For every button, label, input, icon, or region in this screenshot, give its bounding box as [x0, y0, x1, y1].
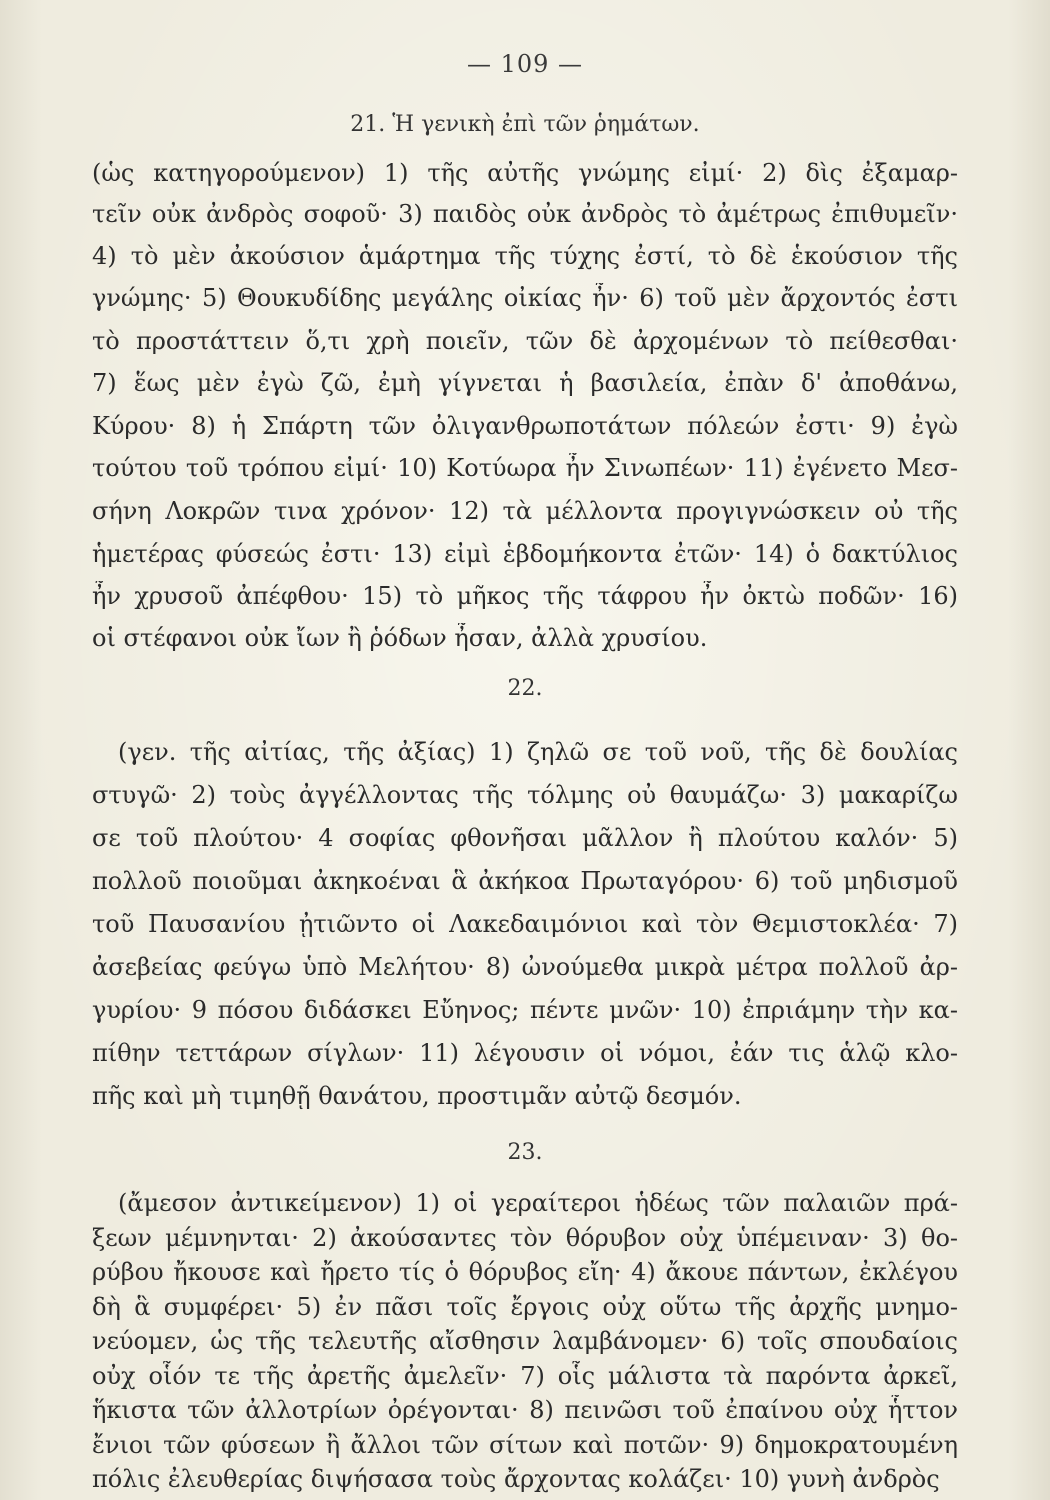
section-22-number: 22. — [507, 676, 543, 701]
text-line: ἥκιστα τῶν ἀλλοτρίων ὀρέγονται· 8) πεινῶσι τοῦ ἐπαίνου οὐχ ἧττον — [92, 1396, 958, 1424]
text-line: οἱ στέφανοι οὐκ ἴων ἢ ῥόδων ἦσαν, ἀλλὰ χρυσίου. — [92, 624, 708, 652]
text-line: νεύομεν, ὡς τῆς τελευτῆς αἴσθησιν λαμβάνομεν· 6) τοῖς σπουδαίοις — [92, 1327, 958, 1355]
text-line: οὐχ οἷόν τε τῆς ἀρετῆς ἀμελεῖν· 7) οἷς μάλιστα τὰ παρόντα ἀρκεῖ, — [92, 1361, 958, 1390]
text-line: σήνη Λοκρῶν τινα χρόνον· 12) τὰ μέλλοντα προγιγνώσκειν οὐ τῆς — [92, 497, 958, 525]
text-line: τοῦ Παυσανίου ᾐτιῶντο οἱ Λακεδαιμόνιοι καὶ τὸν Θεμιστοκλέα· 7) — [92, 910, 958, 938]
text-line: ρύβου ἤκουσε καὶ ἤρετο τίς ὁ θόρυβος εἴη· 4) ἄκουε πάντων, ἐκλέγου — [92, 1258, 958, 1286]
text-line: τούτου τοῦ τρόπου εἰμί· 10) Κοτύωρα ἦν Σινωπέων· 11) ἐγένετο Μεσ- — [92, 454, 958, 482]
text-line: (ἄμεσον ἀντικείμενον) 1) οἱ γεραίτεροι ἡδέως τῶν παλαιῶν πρά- — [118, 1189, 958, 1217]
text-line: στυγῶ· 2) τοὺς ἀγγέλλοντας τῆς τόλμης οὐ θαυμάζω· 3) μακαρίζω — [92, 781, 958, 809]
text-line: ἦν χρυσοῦ ἀπέφθου· 15) τὸ μῆκος τῆς τάφρου ἦν ὀκτὼ ποδῶν· 16) — [92, 582, 958, 610]
text-line: 7) ἕως μὲν ἐγὼ ζῶ, ἐμὴ γίγνεται ἡ βασιλεία, ἐπὰν δ' ἀποθάνω, — [92, 369, 958, 397]
text-line: Κύρου· 8) ἡ Σπάρτη τῶν ὀλιγανθρωποτάτων πόλεών ἐστι· 9) ἐγὼ — [92, 412, 958, 440]
page-number: — 109 — — [466, 50, 584, 78]
text-line: γυρίου· 9 πόσου διδάσκει Εὔηνος; πέντε μνῶν· 10) ἐπριάμην τὴν κα- — [92, 996, 958, 1024]
text-line: πολλοῦ ποιοῦμαι ἀκηκοέναι ἃ ἀκήκοα Πρωταγόρου· 6) τοῦ μηδισμοῦ — [92, 867, 958, 895]
text-line: τεῖν οὐκ ἀνδρὸς σοφοῦ· 3) παιδὸς οὐκ ἀνδρὸς τὸ ἀμέτρως ἐπιθυμεῖν· — [92, 200, 958, 228]
text-line: πῆς καὶ μὴ τιμηθῇ θανάτου, προστιμᾶν αὐτῷ δεσμόν. — [92, 1082, 742, 1110]
text-line: γνώμης· 5) Θουκυδίδης μεγάλης οἰκίας ἦν· 6) τοῦ μὲν ἄρχοντός ἐστι — [92, 284, 958, 312]
text-line: ἔνιοι τῶν φύσεων ἢ ἄλλοι τῶν σίτων καὶ ποτῶν· 9) δημοκρατουμένη — [92, 1430, 958, 1459]
text-line: ἀσεβείας φεύγω ὑπὸ Μελήτου· 8) ὠνούμεθα μικρὰ μέτρα πολλοῦ ἀρ- — [92, 953, 958, 981]
text-line: πίθην τεττάρων σίγλων· 11) λέγουσιν οἱ νόμοι, ἐάν τις ἁλῷ κλο- — [92, 1039, 958, 1067]
text-line: 4) τὸ μὲν ἀκούσιον ἁμάρτημα τῆς τύχης ἐστί, τὸ δὲ ἑκούσιον τῆς — [92, 242, 958, 270]
text-line: τὸ προστάττειν ὅ,τι χρὴ ποιεῖν, τῶν δὲ ἀρχομένων τὸ πείθεσθαι· — [92, 327, 958, 355]
text-line: ἡμετέρας φύσεώς ἐστι· 13) εἰμὶ ἑβδομήκοντα ἐτῶν· 14) ὁ δακτύλιος — [92, 540, 958, 568]
section-21-heading: 21. Ἡ γενικὴ ἐπὶ τῶν ῥημάτων. — [350, 112, 700, 137]
text-line: (γεν. τῆς αἰτίας, τῆς ἀξίας) 1) ζηλῶ σε τοῦ νοῦ, τῆς δὲ δουλίας — [118, 738, 958, 766]
text-line: δὴ ἃ συμφέρει· 5) ἐν πᾶσι τοῖς ἔργοις οὐχ οὕτω τῆς ἀρχῆς μνημο- — [92, 1292, 958, 1321]
section-23-number: 23. — [507, 1140, 543, 1165]
text-line: πόλις ἐλευθερίας διψήσασα τοὺς ἄρχοντας κολάζει· 10) γυνὴ ἀνδρὸς — [92, 1465, 940, 1493]
text-line: ξεων μέμνηνται· 2) ἀκούσαντες τὸν θόρυβον οὐχ ὑπέμειναν· 3) θο- — [92, 1223, 958, 1252]
text-line: σε τοῦ πλούτου· 4 σοφίας φθονῆσαι μᾶλλον ἢ πλούτου καλόν· 5) — [92, 824, 958, 852]
text-line: (ὡς κατηγορούμενον) 1) τῆς αὐτῆς γνώμης εἰμί· 2) δὶς ἐξαμαρ- — [92, 159, 958, 187]
